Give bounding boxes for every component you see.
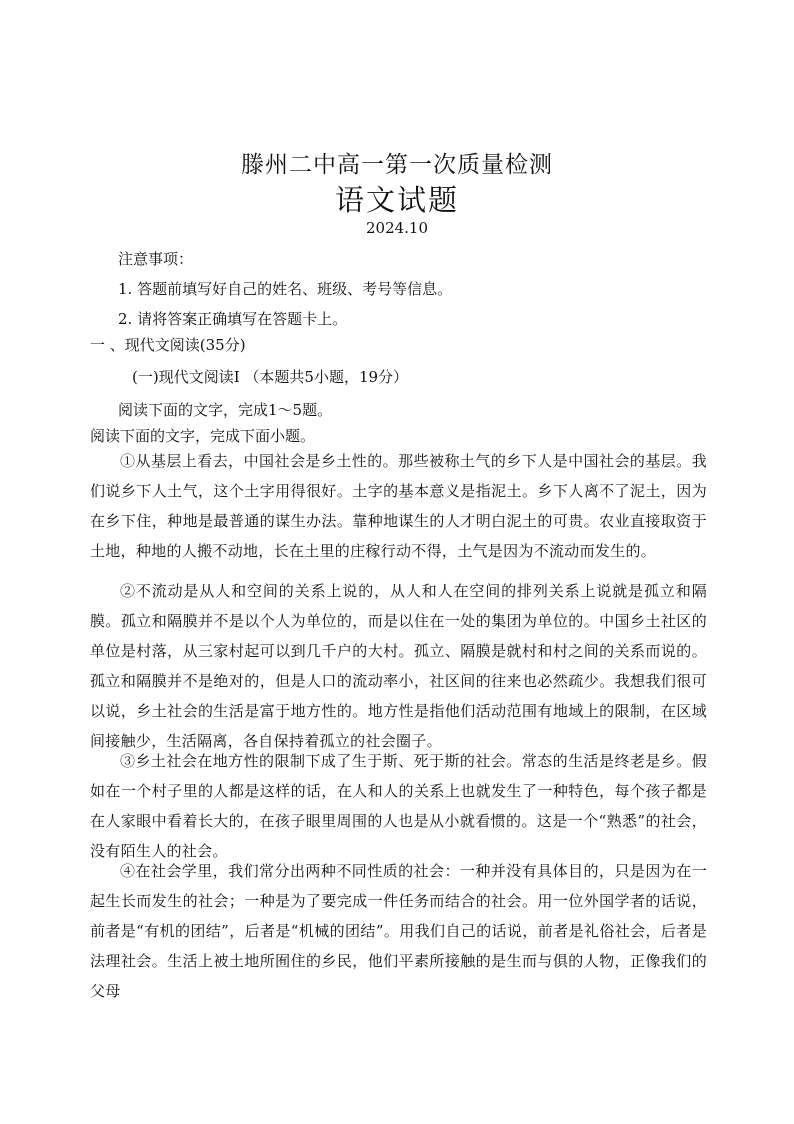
section-title: 一 、现代文阅读(35分) <box>90 336 246 354</box>
notes-heading: 注意事项： <box>118 250 194 268</box>
note-item-2: 2. 请将答案正确填写在答题卡上。 <box>118 310 348 328</box>
exam-date: 2024.10 <box>365 219 429 237</box>
reading-instruction: 阅读下面的文字，完成1～5题。 <box>118 401 333 419</box>
paragraph-3: ③乡土社会在地方性的限制下成了生于斯、死于斯的社会。常态的生活是终老是乡。假如在一个村子里的人都是这样的话，在人和人的关系上也就发生了一种特色，每个孩子都是在人家眼中看着长大的，在孩子眼里周围的人也是从小就看惯的。这是一个“熟悉”的社会，没有陌生人的社会。 <box>90 752 707 860</box>
paragraph-4: ④在社会学里，我们常分出两种不同性质的社会：一种并没有具体目的，只是因为在一起生长而发生的社会；一种是为了要完成一件任务而结合的社会。用一位外国学者的话说，前者是“有机的团结”，后者是“机械的团结”。用我们自己的话说，前者是礼俗社会，后者是法理社会。生活上被土地所囿住的乡民，他们平素所接触的是生而与俱的人物，正像我们的父母 <box>90 862 707 1000</box>
subsection-title: (一)现代文阅读I （本题共5小题，19分） <box>132 368 409 386</box>
paragraph-1: ①从基层上看去，中国社会是乡土性的。那些被称土气的乡下人是中国社会的基层。我们说乡下人土气，这个土字用得很好。土字的基本意义是指泥土。乡下人离不了泥土，因为在乡下住，种地是最普通的谋生办法。靠种地谋生的人才明白泥土的可贵。农业直接取资于土地，种地的人搬不动地，长在土里的庄稼行动不得，土气是因为不流动而发生的。 <box>90 452 707 560</box>
exam-subject: 语文试题 <box>334 183 459 217</box>
exam-title: 滕州二中高一第一次质量检测 <box>241 152 553 178</box>
paragraph-2: ②不流动是从人和空间的关系上说的，从人和人在空间的排列关系上说就是孤立和隔膜。孤立和隔膜并不是以个人为单位的，而是以住在一处的集团为单位的。中国乡土社区的单位是村落，从三家村起可以到几千户的大村。孤立、隔膜是就村和村之间的关系而说的。孤立和隔膜并不是绝对的，但是人口的流动率小，社区间的往来也必然疏少。我想我们很可以说，乡土社会的生活是富于地方性的。地方性是指他们活动范围有地域上的限制，在区域间接触少，生活隔离，各自保持着孤立的社会圈子。 <box>90 582 707 750</box>
reading-instruction-2: 阅读下面的文字，完成下面小题。 <box>90 427 316 445</box>
note-item-1: 1. 答题前填写好自己的姓名、班级、考号等信息。 <box>118 280 453 298</box>
